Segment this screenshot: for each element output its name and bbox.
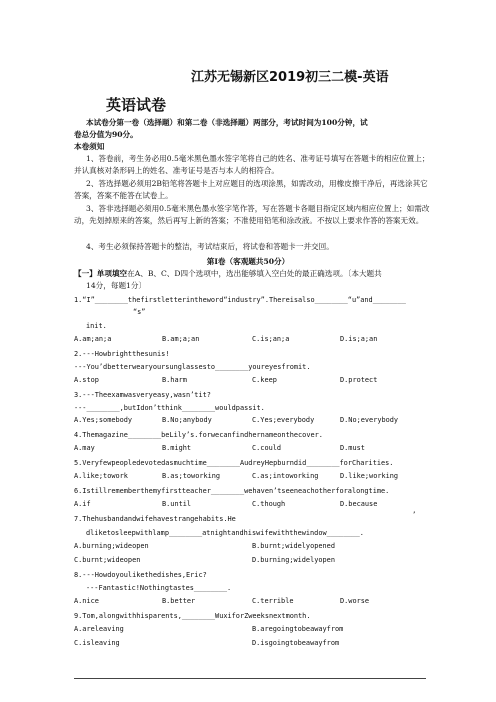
question-3-stem: 3.---Theexamwasveryeasy,wasn’tit?: [74, 391, 211, 399]
option-a: A.stop: [74, 376, 99, 384]
note-4: 4、考生必须保持答题卡的整洁，考试结束后，将试卷和答题卡一并交回。: [86, 242, 334, 251]
intro-line-2: 卷总分值为90分。: [74, 130, 138, 139]
note-1: 1、答卷前，考生务必用0.5毫米黑色墨水签字笔将自己的姓名、准考证号填写在答题卡的相应位置上；并认真核对条形码上的姓名、准考证号是否与本人的相符合。: [74, 154, 430, 175]
question-2-options: [74, 376, 434, 388]
option-c: C.Yes;everybody: [252, 416, 315, 424]
document-title: 江苏无锡新区2019初三二模-英语: [191, 70, 389, 85]
option-c: C.could: [252, 444, 282, 452]
question-9-stem: 9.Tom,alongwithhisparents,________WuxiforZweeksnextmonth.: [74, 612, 311, 620]
question-5-options: [74, 472, 434, 484]
option-d: D.because: [340, 500, 378, 508]
option-b: B.aregoingtobeawayfrom: [252, 625, 344, 633]
question-1-options: [74, 335, 434, 347]
section-heading: 第Ⅰ卷（客观题共50分）: [206, 257, 290, 266]
question-1-stem-cont: “s”: [133, 308, 146, 316]
question-8-options: [74, 597, 434, 609]
question-3-options: [74, 416, 434, 428]
question-4-stem: 4.Themagazine________beLily’s.forwecanfindhernameonthecover.: [74, 431, 323, 439]
question-8-stem: 8.---Howdoyoulikethedishes,Eric?: [74, 571, 207, 579]
part-heading-text: 在A、B、C、D四个选项中，选出能够填入空白处的最正确选项。〔本大题共: [127, 269, 382, 278]
option-d: D.like;working: [340, 472, 399, 480]
option-c: C.terrible: [252, 597, 294, 605]
question-3-dialog: ---________,butIdon’tthink________wouldpassit.: [74, 404, 265, 412]
option-a: A.am;an;a: [74, 335, 112, 343]
question-8-dialog: ---Fantastic!Nothingtastes________.: [86, 584, 232, 592]
option-c: C.burnt;wideopen: [74, 556, 141, 564]
paper-subtitle: 英语试卷: [106, 96, 167, 114]
option-a: A.Yes;somebody: [74, 416, 133, 424]
option-c: C.keep: [252, 376, 277, 384]
question-6-options: [74, 500, 434, 512]
question-7-options-cd: [74, 556, 434, 568]
part-heading-label: 【一】单项填空: [74, 269, 128, 278]
option-d: D.No;everybody: [340, 416, 399, 424]
option-d: D.isgoingtobeawayfrom: [252, 639, 340, 647]
option-b: B.No;anybody: [162, 416, 212, 424]
part-heading-line-2: 14分，每题1分〕: [86, 281, 147, 290]
option-d: D.worse: [340, 597, 370, 605]
option-b: B.burnt;widelyopened: [252, 542, 335, 550]
question-4-options: [74, 444, 434, 456]
option-d: D.burning;widelyopen: [252, 556, 335, 564]
note-3: 3、答非选择题必须用0.5毫米黑色墨水签字笔作答，写在答题卡各题目指定区域内相应位置上；如需改动，先划掉原来的答案，然后再写上新的答案；不准使用铅笔和涂改液。不按以上要求作答的答案无效。: [74, 204, 430, 225]
question-1-stem-end: init.: [86, 322, 107, 330]
option-c: C.though: [252, 500, 286, 508]
option-a: A.burning;wideopen: [74, 542, 149, 550]
question-7-stem-cont: dliketosleepwithlamp________atnightandhiswifewiththewindow________.: [86, 529, 364, 537]
question-1-stem: 1.“I”________thefirstletterintheword“industry”.Thereisalso________“u”and________: [74, 296, 406, 304]
option-a: A.areleaving: [74, 625, 124, 633]
option-b: B.better: [162, 597, 196, 605]
option-d: D.must: [340, 444, 365, 452]
notice-heading: 本卷须知: [74, 142, 105, 151]
option-b: B.as;toworking: [162, 472, 221, 480]
option-b: B.until: [162, 500, 192, 508]
option-a: A.may: [74, 444, 95, 452]
option-d: D.protect: [340, 376, 378, 384]
intro-line-1: 本试卷分第一卷（选择题）和第二卷（非选择题）两部分，考试时间为100分钟，试: [86, 118, 368, 127]
question-6-stem: 6.Istillrememberthemyfirstteacher________wehaven’tseeneachotherforalongtime.: [74, 487, 390, 495]
question-2-dialog: ---You’dbetterwearyoursunglassesto________youreyesfromit.: [74, 363, 311, 371]
note-2: 2、答选择题必须用2B铅笔将答题卡上对应题目的选项涂黑，如需改动，用橡皮擦干净后，再选涂其它答案，答案不能答在试卷上。: [74, 179, 428, 200]
option-c: C.as;intoworking: [252, 472, 319, 480]
question-2-stem: 2.---Howbrightthesunis!: [74, 350, 170, 358]
option-b: B.harm: [162, 376, 187, 384]
page-bottom-divider: [74, 678, 426, 679]
question-9-options-ab: [74, 625, 434, 637]
part-heading: [74, 268, 436, 280]
option-a: A.nice: [74, 597, 99, 605]
option-d: D.is;a;an: [340, 335, 378, 343]
question-9-options-cd: [74, 639, 434, 651]
question-5-stem: 5.Veryfewpeopledevotedasmuchtime________AudreyHepburndid________forCharities.: [74, 459, 394, 467]
option-b: B.might: [162, 444, 192, 452]
question-7-stem: 7.Thehusbandandwifehavestrangehabits.He: [74, 515, 236, 523]
option-c: C.is;an;a: [252, 335, 290, 343]
question-7-options-ab: [74, 542, 434, 554]
option-c: C.isleaving: [74, 639, 120, 647]
question-7-apostrophe: ’: [412, 511, 417, 519]
option-a: A.if: [74, 500, 91, 508]
option-b: B.am;a;an: [162, 335, 200, 343]
option-a: A.like;towork: [74, 472, 128, 480]
